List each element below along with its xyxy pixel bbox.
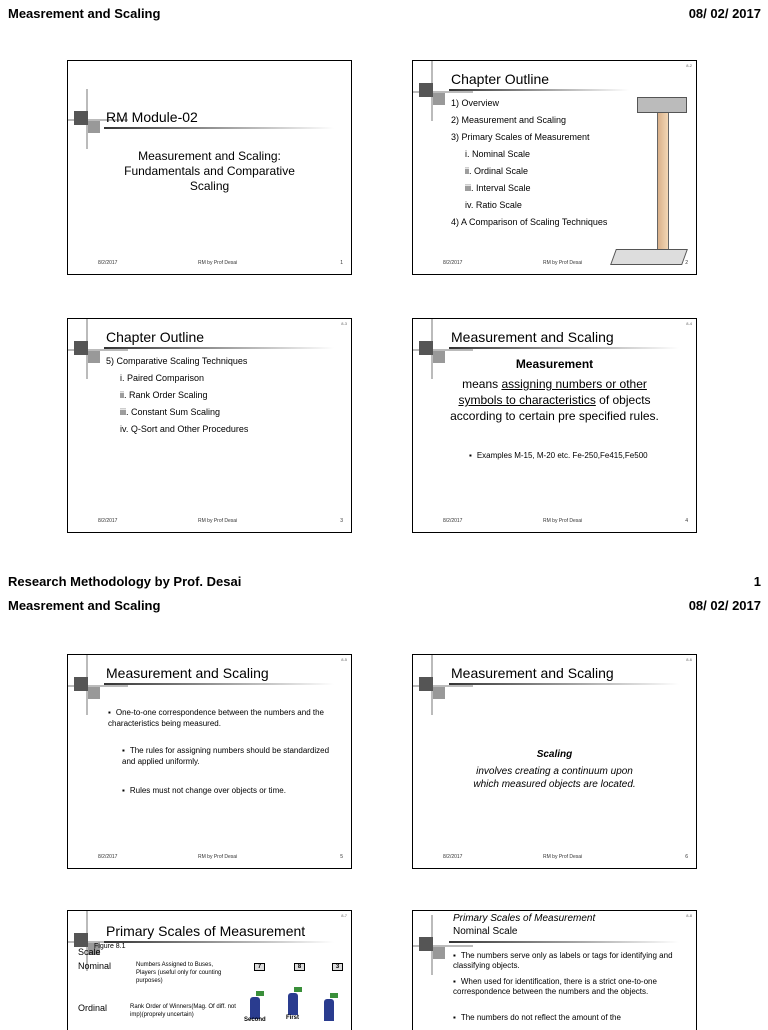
outline-item: ii. Ordinal Scale xyxy=(465,166,529,176)
outline-item: 1) Overview xyxy=(451,98,500,108)
player-icon xyxy=(288,993,298,1015)
outline-item: 2) Measurement and Scaling xyxy=(451,115,567,125)
slide-number: 8-6 xyxy=(686,657,692,662)
number-box: 3 xyxy=(332,963,343,971)
scale-head xyxy=(637,97,687,113)
slide-number: 8-3 xyxy=(341,321,347,326)
slide-6 xyxy=(412,654,697,869)
definition-text: involves creating a continuum upon which measured objects are located. xyxy=(473,766,636,790)
footer-author: RM by Prof Desai xyxy=(543,854,583,860)
number-box: 8 xyxy=(294,963,305,971)
outline-item: ii. Rank Order Scaling xyxy=(120,390,208,400)
outline-item: iii. Interval Scale xyxy=(465,183,531,193)
slide-number: 8-8 xyxy=(686,913,692,918)
player-icon xyxy=(324,999,334,1021)
outline-item: iv. Ratio Scale xyxy=(465,200,522,210)
slide-2 xyxy=(412,60,697,275)
header-title: Measrement and Scaling xyxy=(8,6,161,21)
footer-num: 4 xyxy=(685,518,688,524)
outline-item: iii. Constant Sum Scaling xyxy=(120,407,221,417)
outline-list xyxy=(106,353,248,438)
slide-4 xyxy=(412,318,697,533)
title-underline xyxy=(104,941,334,943)
bullet-3: ▪ The numbers do not reflect the amount of the xyxy=(453,1013,688,1023)
slide-title: Measurement and Scaling xyxy=(451,665,614,681)
outline-item: 4) A Comparison of Scaling Techniques xyxy=(451,217,608,227)
bullet-1: ▪ The numbers serve only as labels or tags for identifying and classifying objects. xyxy=(453,951,688,971)
outline-item: i. Paired Comparison xyxy=(120,373,205,383)
slide-title: Chapter Outline xyxy=(106,329,205,345)
ordinal-label: Ordinal xyxy=(78,1003,108,1013)
bullet-3: ▪ Rules must not change over objects or time. xyxy=(122,785,332,796)
slide-number: 8-2 xyxy=(686,63,692,68)
outline-item: 3) Primary Scales of Measurement xyxy=(451,132,590,142)
footer-date: 8/2/2017 xyxy=(443,260,463,266)
slide-7 xyxy=(67,910,352,1030)
outline-list xyxy=(451,95,607,231)
player-icon xyxy=(250,997,260,1019)
header-date: 08/ 02/ 2017 xyxy=(688,6,761,21)
slide-3 xyxy=(67,318,352,533)
header-title-2: Measrement and Scaling xyxy=(8,598,161,613)
title-underline xyxy=(104,347,334,349)
title-underline xyxy=(449,347,679,349)
slide-title: RM Module-02 xyxy=(106,109,198,125)
slide-title: Nominal Scale xyxy=(453,926,518,937)
weighing-scale-illustration xyxy=(657,105,669,257)
bullet-2: ▪ When used for identification, there is a strict one-to-one correspondence between the numbers and the objects. xyxy=(453,977,688,997)
flag-icon xyxy=(330,993,338,998)
slide-8 xyxy=(412,910,697,1030)
slide-heading: Scaling xyxy=(536,749,573,760)
bullet-2: ▪ The rules for assigning numbers should be standardized and applied uniformly. xyxy=(122,745,332,767)
footer-page: 1 xyxy=(753,574,761,589)
footer-author: RM by Prof Desai xyxy=(198,260,238,266)
footer-title: Research Methodology by Prof. Desai xyxy=(8,574,242,589)
definition-text: means assigning numbers or other symbols to characteristics of objects according to certain pre specified rules. xyxy=(450,377,659,423)
outline-item: i. Nominal Scale xyxy=(465,149,531,159)
outline-item: 5) Comparative Scaling Techniques xyxy=(106,356,248,366)
footer-num: 2 xyxy=(685,260,688,266)
figure-label: Figure 8.1 xyxy=(94,943,126,950)
slide-heading: Measurement xyxy=(515,357,594,371)
slide-number: 8-4 xyxy=(686,321,692,326)
example-bullet: ▪ Examples M-15, M-20 etc. Fe-250,Fe415,Fe500 xyxy=(469,451,648,460)
slide-title: Chapter Outline xyxy=(451,71,550,87)
slide-1 xyxy=(67,60,352,275)
flag-icon xyxy=(256,991,264,996)
outline-item: iv. Q-Sort and Other Procedures xyxy=(120,424,249,434)
footer-author: RM by Prof Desai xyxy=(198,518,238,524)
bullet-1: ▪ One-to-one correspondence between the numbers and the characteristics being measured. xyxy=(108,707,338,729)
title-underline xyxy=(104,127,334,129)
footer-date: 8/2/2017 xyxy=(98,518,118,524)
footer-date: 8/2/2017 xyxy=(443,854,463,860)
nominal-desc: Numbers Assigned to Buses, Players (useful only for counting purposes) xyxy=(136,962,222,984)
footer-num: 5 xyxy=(340,854,343,860)
slide-subtitle: Measurement and Scaling: Fundamentals and Comparative Scaling xyxy=(124,149,295,193)
scale-label: Scale xyxy=(78,947,101,957)
footer-num: 6 xyxy=(685,854,688,860)
slide-number: 8-5 xyxy=(341,657,347,662)
place-label: Second xyxy=(244,1017,266,1023)
title-underline xyxy=(104,683,334,685)
footer-author: RM by Prof Desai xyxy=(198,854,238,860)
header-date-2: 08/ 02/ 2017 xyxy=(688,598,761,613)
footer-num: 3 xyxy=(340,518,343,524)
footer-date: 8/2/2017 xyxy=(443,518,463,524)
slide-title: Measurement and Scaling xyxy=(106,665,269,681)
slide-decoration xyxy=(413,655,473,715)
footer-author: RM by Prof Desai xyxy=(543,518,583,524)
title-underline xyxy=(449,89,629,91)
place-label: First xyxy=(286,1015,300,1021)
footer-date: 8/2/2017 xyxy=(98,260,118,266)
footer-author: RM by Prof Desai xyxy=(543,260,583,266)
slide-title-italic: Primary Scales of Measurement xyxy=(453,913,596,924)
slide-title: Measurement and Scaling xyxy=(451,329,614,345)
slide-5 xyxy=(67,654,352,869)
title-underline xyxy=(449,683,679,685)
flag-icon xyxy=(294,987,302,992)
number-box: 7 xyxy=(254,963,265,971)
footer-date: 8/2/2017 xyxy=(98,854,118,860)
ordinal-desc: Rank Order of Winners(Mag. Of diff. not imp)(proprely uncertain) xyxy=(130,1004,236,1018)
slide-decoration xyxy=(68,655,128,715)
scale-base xyxy=(610,249,688,265)
nominal-label: Nominal xyxy=(78,961,112,971)
slide-title: Primary Scales of Measurement xyxy=(106,923,306,939)
footer-num: 1 xyxy=(340,260,343,266)
slide-number: 8-7 xyxy=(341,913,347,918)
title-underline xyxy=(449,941,679,943)
